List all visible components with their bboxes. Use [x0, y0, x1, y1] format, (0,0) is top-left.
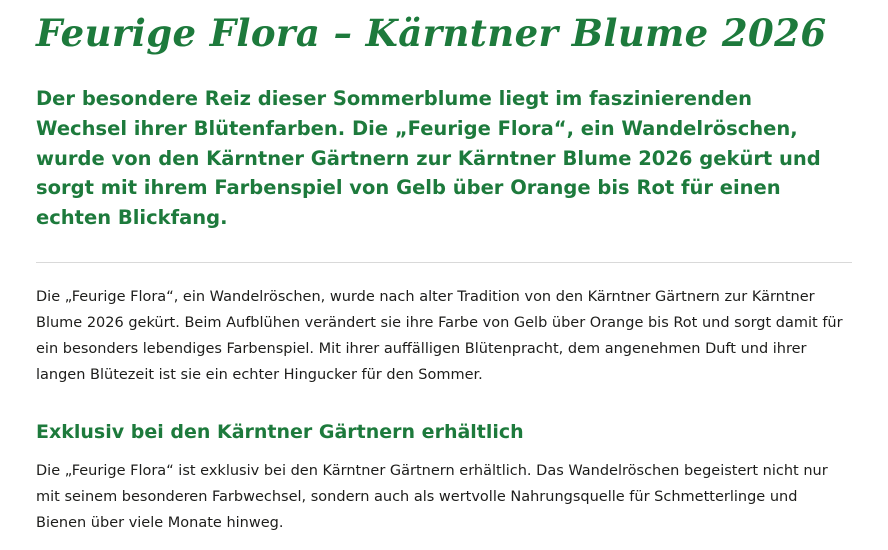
article-paragraph-2: Die „Feurige Flora“ ist exklusiv bei den Kärntner Gärtnern erhältlich. Das Wandelröschen begeistert nicht nur mit seinem besonderen Farbwechsel, sondern auch als wertvolle Nahrungsquelle für Schmetterlinge und Bienen über viele Monate hinweg. — [36, 463, 828, 531]
section-heading-exclusive: Exklusiv bei den Kärntner Gärtnern erhältlich — [36, 420, 524, 443]
article-paragraph-1: Die „Feurige Flora“, ein Wandelröschen, wurde nach alter Tradition von den Kärntner Gärtnern zur Kärntner Blume 2026 gekürt. Beim Aufblühen verändert sie ihre Farbe von Gelb über Orange bis Rot und sorgt damit für ein besonders lebendiges Farbenspiel. Mit ihrer auffälligen Blütenpracht, dem angenehmen Duft und ihrer langen Blütezeit ist sie ein echter Hingucker für den Sommer. — [36, 289, 843, 383]
page-title: Feurige Flora – Kärntner Blume 2026 — [36, 11, 827, 55]
section-divider — [36, 262, 852, 263]
article-lead-paragraph: Der besondere Reiz dieser Sommerblume liegt im faszinierenden Wechsel ihrer Blütenfarben. Die „Feurige Flora“, ein Wandelröschen, wurde von den Kärntner Gärtnern zur Kärntner Blume 2026 gekürt und sorgt mit ihrem Farbenspiel von Gelb über Orange bis Rot für einen echten Blickfang. — [36, 87, 821, 229]
